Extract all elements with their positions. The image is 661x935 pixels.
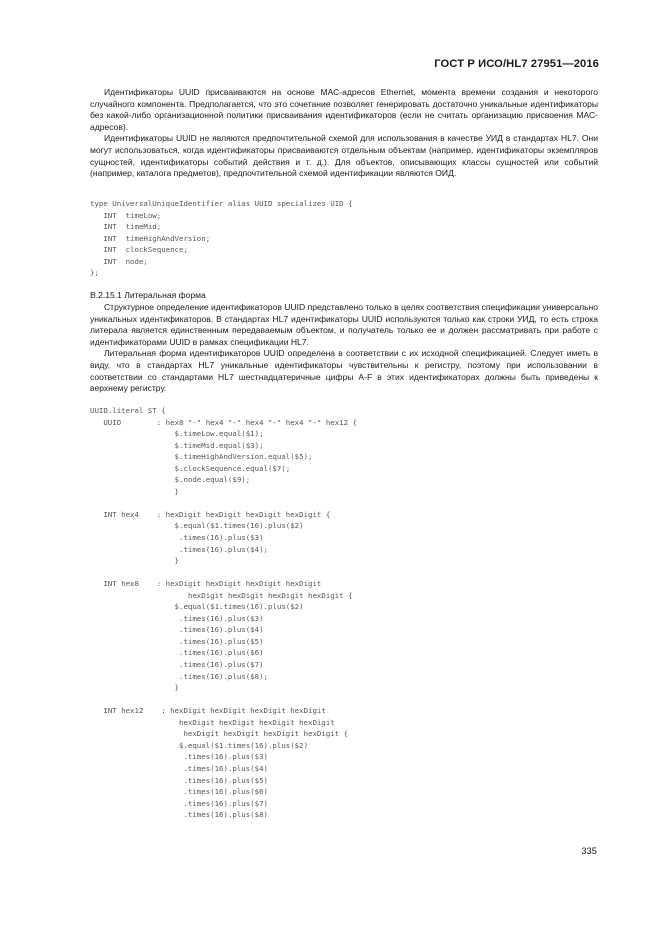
code-line: $.timeMid.equal($3); bbox=[90, 440, 264, 450]
code-line: .times(16).plus($4) bbox=[90, 763, 268, 773]
code-line: hexDigit hexDigit hexDigit hexDigit { bbox=[90, 590, 353, 600]
code-line: INT hex12 : hexDigit hexDigit hexDigit hexDigit bbox=[90, 706, 326, 716]
paragraph-structural-definition: Структурное определение идентификаторов UUID представлено только в целях соответствия спецификации универсально уникальных идентификаторов. В стандартах HL7 идентификаторы UUID используются только как строки УИД, то есть строка литерала является единственным передаваемым объектом, и получатель только ее и должен рассматривать при работе с идентификаторами UUID в рамках спецификации HL7. bbox=[90, 302, 598, 347]
code-line: $.timeHighAndVersion.equal($5); bbox=[90, 452, 313, 462]
code-line: INT hex8 : hexDigit hexDigit hexDigit hexDigit bbox=[90, 579, 322, 589]
code-line: UUID : hex8 "-" hex4 "-" hex4 "-" hex4 "-" hex12 { bbox=[90, 417, 357, 427]
document-header: ГОСТ Р ИСО/HL7 27951—2016 bbox=[434, 58, 599, 70]
code-line: INT timeHighAndVersion; bbox=[90, 233, 211, 243]
code-line: .times(16).plus($4) bbox=[90, 625, 264, 635]
code-line: .times(16).plus($5) bbox=[90, 636, 264, 646]
code-line: .times(16).plus($4); bbox=[90, 544, 268, 554]
code-line: $.equal($1.times(16).plus($2) bbox=[90, 521, 304, 531]
code-line: .times(16).plus($3) bbox=[90, 752, 268, 762]
paragraph-literal-form: Литеральная форма идентификаторов UUID определена в соответствии с их исходной спецификацией. Следует иметь в виду, что в стандартах HL7 уникальные идентификаторы чувствительны к регистру, поэтому при использовании в соответствии со стандартами HL7 шестнадцатеричные цифры A-F в этих идентификаторах должны быть приведены к верхнему регистру. bbox=[90, 348, 598, 394]
code-line bbox=[90, 567, 357, 579]
code-block-uuid-type bbox=[90, 198, 353, 279]
code-line: type UniversalUniqueIdentifier alias UUID specializes UID { bbox=[90, 199, 353, 208]
code-line: $.clockSequence.equal($7); bbox=[90, 463, 291, 473]
section-2-text bbox=[90, 302, 598, 395]
code-line: .times(16).plus($7) bbox=[90, 660, 264, 670]
code-line: } bbox=[90, 486, 179, 496]
code-line: .times(16).plus($7) bbox=[90, 798, 268, 808]
section-heading-literal-form: B.2.15.1 Литеральная форма bbox=[90, 290, 206, 300]
code-line: } bbox=[90, 556, 179, 566]
code-line: .times(16).plus($3) bbox=[90, 533, 264, 543]
code-line: } bbox=[90, 683, 179, 693]
code-line: }; bbox=[90, 268, 99, 278]
code-line: .times(16).plus($5) bbox=[90, 775, 268, 785]
code-line: $.node.equal($9); bbox=[90, 475, 251, 485]
code-line: hexDigit hexDigit hexDigit hexDigit bbox=[90, 717, 335, 727]
code-line: INT node; bbox=[90, 256, 148, 266]
code-line: .times(16).plus($8) bbox=[90, 810, 268, 820]
code-line: hexDigit hexDigit hexDigit hexDigit { bbox=[90, 729, 349, 739]
section-1-text bbox=[90, 87, 598, 180]
code-line: .times(16).plus($3) bbox=[90, 613, 264, 623]
code-line: INT timeMid; bbox=[90, 222, 162, 232]
paragraph-uuid-assignment: Идентификаторы UUID присваиваются на основе МАС-адресов Ethernet, момента времени создания и некоторого случайного компонента. Предполагается, что это сочетание позволяет генерировать достаточно уникальные идентификаторы без какой-либо организационной политики присваивания идентификаторов (если не считать организацию присвоения МАС-адресов). bbox=[90, 87, 598, 132]
code-line: .times(16).plus($6) bbox=[90, 787, 268, 797]
code-line: $.timeLow.equal($1); bbox=[90, 429, 264, 439]
page-number: 335 bbox=[581, 845, 597, 856]
paragraph-uuid-preference: Идентификаторы UUID не являются предпочтительной схемой для использования в качестве УИД в стандартах HL7. Они могут использоваться, когда идентификаторы присваиваются отдельным объектам (например, идентификаторы экземпляров сущностей, идентификаторы событий действия и т. д.). Для объектов, описывающих классы сущностей или событий (например, каталога предметов), предпочтительной схемой идентификации являются ОИД. bbox=[90, 133, 598, 179]
code-line: .times(16).plus($8); bbox=[90, 671, 268, 681]
code-line bbox=[90, 497, 357, 509]
code-line: INT timeLow; bbox=[90, 210, 162, 220]
code-block-uuid-literal bbox=[90, 405, 357, 821]
code-line: INT hex4 : hexDigit hexDigit hexDigit hexDigit { bbox=[90, 509, 331, 519]
code-line: $.equal($1.times(16).plus($2) bbox=[90, 740, 309, 750]
code-line: INT clockSequence; bbox=[90, 245, 188, 255]
code-line: .times(16).plus($6) bbox=[90, 648, 264, 658]
code-line: UUID.literal ST { bbox=[90, 406, 166, 415]
code-line bbox=[90, 694, 357, 706]
code-line: $.equal($1.times(16).plus($2) bbox=[90, 602, 304, 612]
